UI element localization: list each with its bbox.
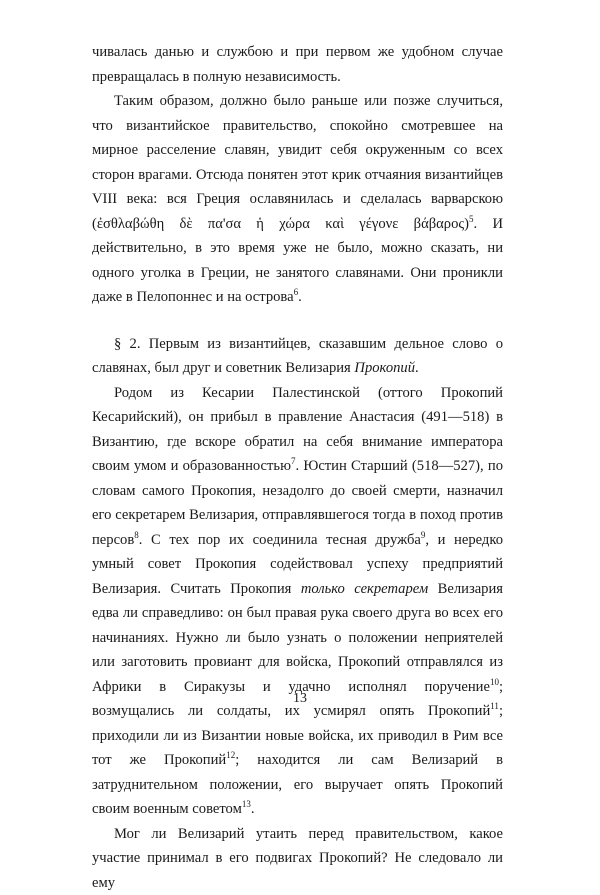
footnote-ref: 13 [242, 799, 251, 809]
footnote-ref: 12 [226, 750, 235, 760]
footnote-ref: 8 [134, 530, 139, 540]
page-number: 13 [0, 691, 600, 707]
italic-text: Прокопий [354, 360, 415, 376]
text-run: чивалась данью и службою и при первом же удобном случае превращалась в полную независимость. [92, 44, 503, 85]
text-run: . [251, 801, 255, 817]
paragraph [92, 822, 503, 895]
paragraph [92, 89, 503, 310]
footnote-ref: 11 [490, 701, 499, 711]
text-run: Мог ли Велизарий утаить перед правительством, какое участие принимал в его подвигах Прокопий? Не следовало ли ему [92, 826, 503, 891]
text-run: ; возмущались ли солдаты, их усмирял опять Прокопий [92, 679, 503, 720]
text-run: Родом из Кесарии Палестинской (оттого Прокопий Кесарийский), он прибыл в правление Анастасия (491—518) в Византию, где вскоре обратил на себя внимание императора своим умом и образованностью [92, 385, 503, 475]
footnote-ref: 5 [469, 214, 474, 224]
text-run: § 2. Первым из византийцев, сказавшим дельное слово о славянах, был друг и советник Велизария [92, 336, 503, 377]
text-run: . [298, 289, 302, 305]
paragraph [92, 332, 503, 381]
text-run: . И действительно, в это время уже не было, можно сказать, ни одного уголка в Греции, не занятого славянами. Они проникли даже в Пелопоннес и на острова [92, 216, 503, 306]
text-run: ; приходили ли из Византии новые войска, их приводил в Рим все тот же Прокопий [92, 703, 503, 768]
footnote-ref: 6 [294, 287, 299, 297]
text-run: Велизария едва ли справедливо: он был правая рука своего друга во всех его начинаниях. Нужно ли было узнать о положении неприятелей или заготовить провиант для войска, Прокопий отправлялся из Африки в Сиракузы и удачно исполнял поручение [92, 581, 503, 695]
text-run: ; находится ли сам Велизарий в затруднительном положении, его выручает опять Прокопий своим военным советом [92, 752, 503, 817]
footnote-ref: 9 [421, 530, 426, 540]
text-run: Таким образом, должно было раньше или позже случиться, что византийское правительство, спокойно смотревшее на мирное расселение славян, увидит себя окруженным со всех сторон врагами. Отсюда понятен этот крик отчаяния византийцев VIII века: вся Греция ославянилась и сделалась варварскою (ἐσθλαβώθη δὲ πα'σα ἡ χώρα καὶ γέγονε βάβαρος) [92, 93, 503, 232]
text-run: . [415, 360, 419, 376]
paragraph [92, 381, 503, 822]
italic-text: только секретарем [301, 581, 428, 597]
paragraph [92, 40, 503, 89]
text-run: . Юстин Старший (518—527), по словам самого Прокопия, незадолго до своей смерти, назначил его секретарем Велизария, отправлявшегося тогда в поход против персов [92, 458, 503, 548]
body-text [92, 40, 503, 895]
text-run: . С тех пор их соединила тесная дружба [139, 532, 421, 548]
footnote-ref: 10 [490, 677, 499, 687]
footnote-ref: 7 [291, 456, 296, 466]
text-run: , и нередко умный совет Прокопия содействовал успеху предприятий Велизария. Считать Прокопия [92, 532, 503, 597]
